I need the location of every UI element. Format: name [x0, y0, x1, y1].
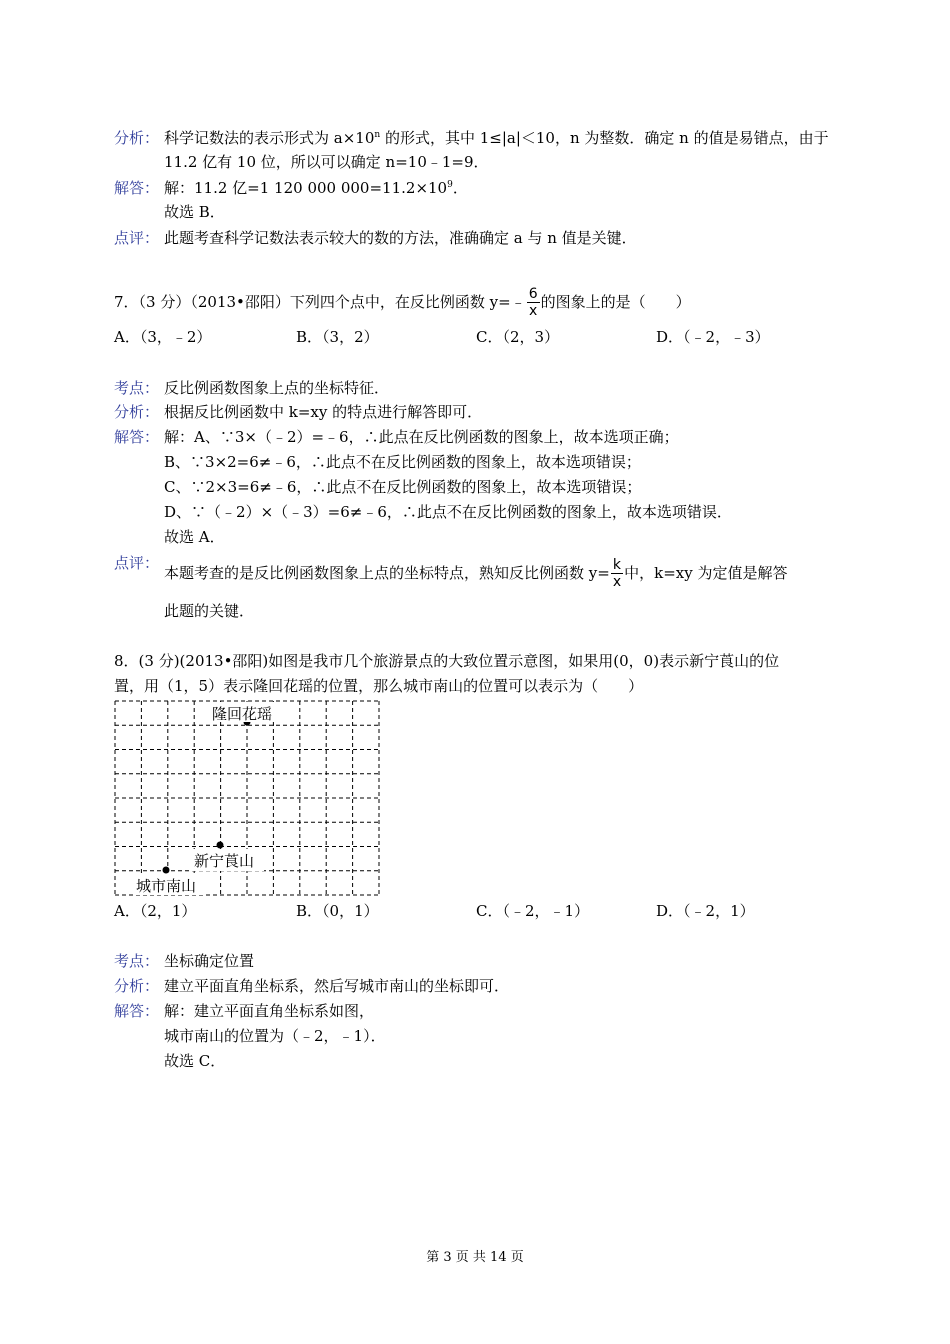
- q8-kaodian-label: 考点：: [114, 952, 160, 970]
- q7-fraction-numerator: 6: [528, 285, 538, 302]
- point-xinning: [217, 842, 224, 849]
- fenxi-exponent: n: [374, 130, 381, 140]
- q7-fenxi-label: 分析：: [114, 403, 160, 421]
- dianping-text: 此题考查科学记数法表示较大的数的方法，准确确定 a 与 n 值是关键．: [164, 229, 637, 247]
- q8-jieda-line: 解：建立平面直角坐标系如图，: [164, 1002, 375, 1020]
- q7-fenxi-text: 根据反比例函数中 k=xy 的特点进行解答即可．: [164, 403, 483, 421]
- q8-option-d: D．（﹣2，1）: [656, 902, 755, 920]
- q7-jieda-line: C、∵2×3=6≠﹣6，∴此点不在反比例函数的图象上，故本选项错误；: [164, 478, 642, 496]
- fenxi-line-1: [164, 128, 829, 148]
- q8-jieda-line: 故选 C．: [164, 1052, 226, 1070]
- q8-kaodian-text: 坐标确定位置: [164, 952, 255, 970]
- q7-stem: [114, 284, 691, 320]
- q7-kaodian-label: 考点：: [114, 379, 160, 397]
- q8-option-c: C．（﹣2，﹣1）: [476, 902, 590, 920]
- q7-kaodian-text: 反比例函数图象上点的坐标特征．: [164, 379, 390, 397]
- q8-option-a: A．（2，1）: [114, 902, 197, 920]
- jieda-line-2: 故选 B．: [164, 203, 225, 221]
- q7-dianping-fraction: [611, 557, 623, 590]
- q7-option-c: C．（2，3）: [476, 328, 560, 346]
- q7-jieda-line: B、∵3×2=6≠﹣6，∴此点不在反比例函数的图象上，故本选项错误；: [164, 453, 641, 471]
- q7-dianping-a: 本题考查的是反比例函数图象上点的坐标特点，熟知反比例函数 y=: [164, 564, 610, 582]
- q7-dianping-line-1: [164, 555, 788, 591]
- dianping-label: 点评：: [114, 229, 160, 247]
- jieda-line-1: [164, 178, 468, 198]
- fenxi-label: 分析：: [114, 129, 160, 147]
- q8-option-b: B．（0，1）: [296, 902, 379, 920]
- fenxi-line-1-a: 科学记数法的表示形式为 a×10: [164, 129, 375, 147]
- q7-option-d: D．（﹣2，﹣3）: [656, 328, 770, 346]
- location-grid-figure: [114, 700, 380, 896]
- q7-dianping-fraction-denominator: x: [612, 573, 622, 590]
- q8-stem-line-1: 8．(3 分)(2013•邵阳)如图是我市几个旅游景点的大致位置示意图，如果用(0，0)表示新宁莨山的位: [114, 652, 780, 670]
- label-longhui: 隆回花瑶: [212, 705, 273, 723]
- point-nanshan: [163, 867, 170, 874]
- q7-option-b: B．（3，2）: [296, 328, 379, 346]
- label-nanshan: 城市南山: [136, 877, 197, 895]
- q7-fraction-denominator: x: [529, 302, 538, 319]
- q7-dianping-line-2: 此题的关键．: [164, 602, 255, 620]
- q8-jieda-label: 解答：: [114, 1002, 160, 1020]
- q7-stem-a: 7．（3 分）（2013•邵阳）下列四个点中，在反比例函数 y=﹣: [114, 293, 526, 311]
- q8-jieda-line: 城市南山的位置为（﹣2，﹣1）．: [164, 1027, 386, 1045]
- q7-jieda-label: 解答：: [114, 428, 160, 446]
- q8-fenxi-text: 建立平面直角坐标系，然后写城市南山的坐标即可．: [164, 977, 510, 995]
- q8-fenxi-label: 分析：: [114, 977, 160, 995]
- q7-option-a: A．（3，﹣2）: [114, 328, 212, 346]
- q7-dianping-label: 点评：: [114, 554, 160, 572]
- jieda-line-1-a: 解：11.2 亿=1 120 000 000=11.2×10: [164, 179, 448, 197]
- fenxi-line-1-b: 的形式，其中 1≤|a|＜10，n 为整数．确定 n 的值是易错点，由于: [380, 129, 829, 147]
- q7-stem-b: 的图象上的是（ ）: [540, 293, 691, 311]
- jieda-line-1-b: ．: [452, 179, 468, 197]
- q7-dianping-fraction-numerator: k: [612, 556, 622, 573]
- q7-jieda-line: D、∵（﹣2）×（﹣3）=6≠﹣6，∴此点不在反比例函数的图象上，故本选项错误．: [164, 503, 732, 521]
- fenxi-line-2: 11.2 亿有 10 位，所以可以确定 n=10﹣1=9．: [164, 153, 489, 171]
- q7-jieda-line: 解：A、∵3×（﹣2）=﹣6，∴此点在反比例函数的图象上，故本选项正确；: [164, 428, 679, 446]
- page-footer: 第 3 页 共 14 页: [426, 1250, 524, 1265]
- q8-stem-line-2: 置，用（1，5）表示隆回花瑶的位置，那么城市南山的位置可以表示为（ ）: [114, 677, 644, 695]
- q7-jieda-line: 故选 A．: [164, 528, 225, 546]
- q7-fraction: [527, 286, 540, 319]
- label-xinning: 新宁莨山: [194, 852, 255, 870]
- q7-dianping-b: 中，k=xy 为定值是解答: [624, 564, 788, 582]
- jieda-label: 解答：: [114, 179, 160, 197]
- jieda-exponent: 9: [447, 180, 453, 190]
